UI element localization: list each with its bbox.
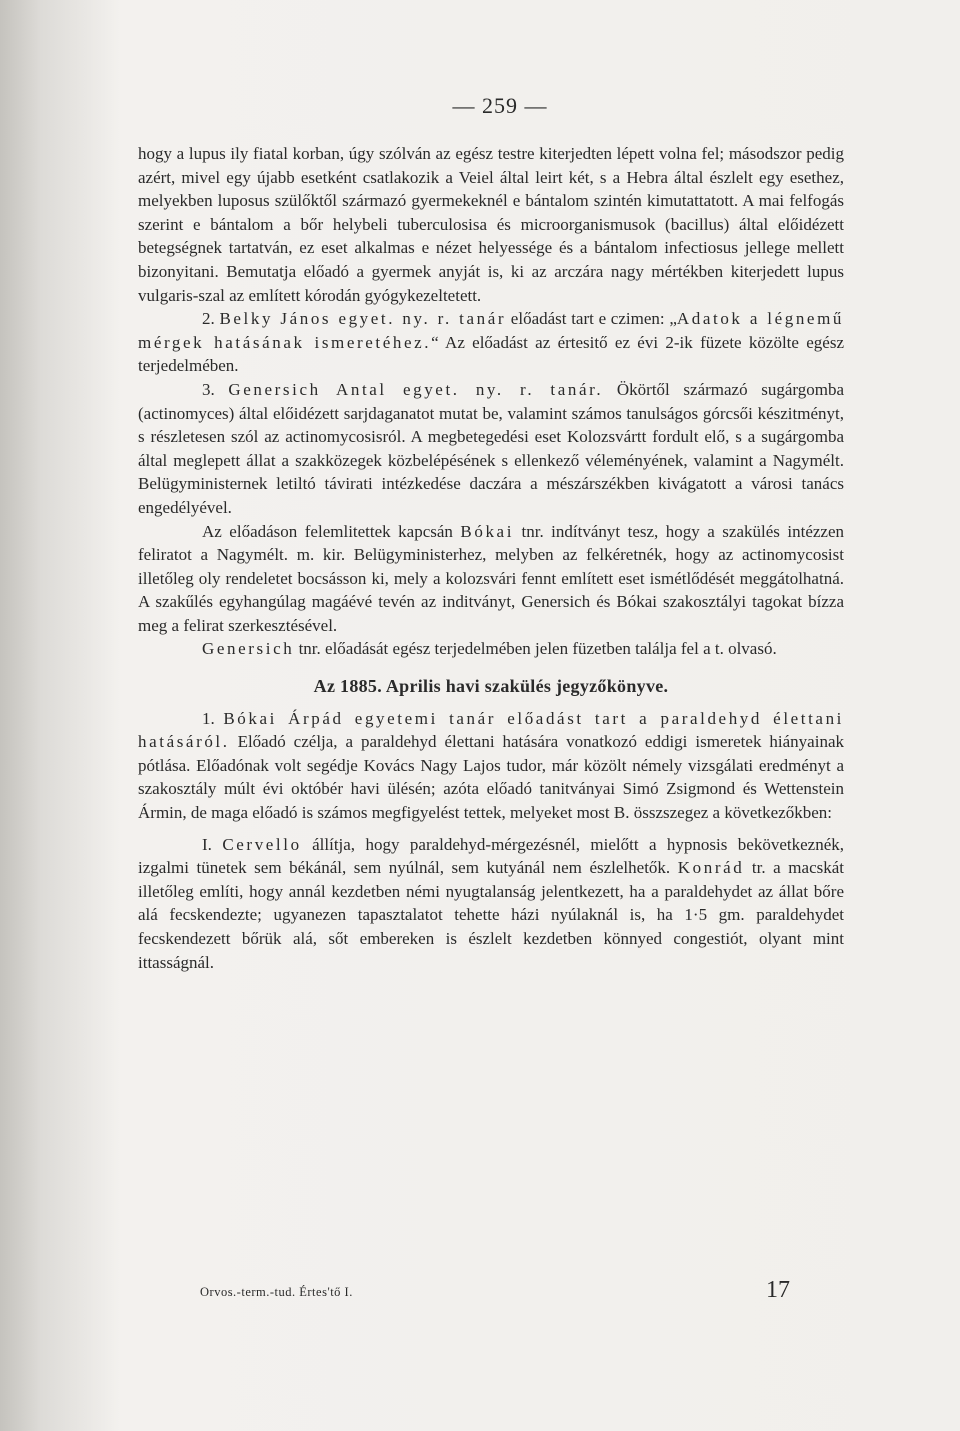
paragraph-lupus: hogy a lupus ily fiatal korban, úgy szólván az egész testre kiterjedten lépett volna fel; másodszor pedig azért, mivel egy újabb esetként csatlakozik a Veiel által leirt két, s a Hebra által észlelt egy esethez, melyekben luposus szülőktől származó gyermekeknél e bántalom szintén kimutattatott. A mai felfogás szerint e bántalom a bőr helybeli tuberculosisa és microorganismusok (bacillus) által előidézett betegségnek tartatván, ez eset alkalmas e nézet helyessége és a bántalom infectiosus jellege mellett bizonyitani. Bemutatja előadó a gyermek anyját is, ki az arczára nagy mértékben kiterjedett lupus vulgaris-szal az említett kórodán gyógykezeltetett.	[138, 144, 844, 305]
item-number: I.	[202, 834, 212, 854]
section-title: Az 1885. Aprilis havi szakülés jegyzőkönyve.	[313, 676, 669, 697]
speaker-name: Genersich Antal egyet. ny. r. tanár.	[228, 379, 604, 399]
lecture-title: Adatok a légnemű mérgek hatásának ismeretéhez.	[138, 309, 845, 352]
person-name: Konrád	[677, 858, 745, 878]
paragraph-item-3	[138, 378, 844, 520]
page-footer	[200, 1268, 790, 1304]
paragraph-text: tnr. előadását egész terjedelmében jelen füzetben találja fel a t. olvasó.	[294, 639, 777, 659]
item-number: 2.	[202, 309, 215, 329]
scan-shadow	[0, 0, 120, 1431]
paragraph-text: tnr. indítványt tesz, hogy a szakülés intézzen feliratot a Nagymélt. m. kir. Belügyministerhez, melyben az felkéretnék, hogy az actinomycosist illetőleg oly rendeletet bocsásson ki, mely a kolozsvári fennt említett eset ismétlődését meggátolhatná. A szakűlés egyhangúlag magáévé tevén az inditványt, Genersich és Bókai szakosztályi tagokat bízza meg a felirat szerkesztésével.	[138, 521, 844, 635]
page-number: — 259 —	[452, 93, 548, 118]
paragraph-item-2	[138, 307, 844, 378]
item-number: 1.	[202, 708, 215, 728]
paragraph-item-1	[138, 707, 844, 825]
item-text: előadást tart e czimen: „	[506, 309, 677, 329]
paragraph-item-roman-1	[138, 833, 844, 975]
source-note: Orvos.-term.-tud. Értes'tő I.	[200, 1285, 353, 1299]
paragraph-reader-note	[138, 637, 844, 661]
signature-mark: 17	[766, 1277, 790, 1303]
paragraph-text: Az előadáson felemlitettek kapcsán	[202, 521, 461, 541]
item-text: “ Az előadást az értesitő ez évi 2-ik füzete közölte egész terjedelmében.	[138, 332, 844, 376]
person-name: Cervello	[222, 834, 302, 854]
item-text: Előadó czélja, a paraldehyd élettani hatására vonatkozó eddigi ismeretek hiányainak pótlása. Előadónak volt segédje Kovács Nagy Lajos tudor, már közölt némely vizsgálati eredményt a szakosztály múlt évi októbér havi ülésén; azóta előadó tanitványai Simó Zsigmond és Wettenstein Ármin, de maga előadó is számos megfigyelést tettek, melyeket most B. összszegez a következőkben:	[138, 732, 844, 823]
item-number: 3.	[202, 379, 215, 399]
page-body	[138, 142, 844, 974]
paragraph-motion	[138, 520, 844, 638]
speaker-name: Belky János egyet. ny. r. tanár	[219, 309, 507, 329]
item-text: Ökörtől származó sugárgomba (actinomyces) által előidézett sarjdaganatot mutat be, valamint számos tanulságos górcsői készitményt, s részletesen szól az actinomycosisról. A megbetegedési eset Kolozsvártt fordult elő, s a sugárgomba által meglepett állat a szakközegek közbelépésének s ellenkező véleményének, valamint a Nagymélt. Belügyministernek letiltó távirati intézkedése daczára a mészárszékben kivágatott a városi tanács engedélyével.	[138, 379, 844, 517]
item-text: állítja, hogy paraldehyd-mérgezésnél, mielőtt a hypnosis bekövetkeznék, izgalmi tünetek sem békánál, sem nyúlnál, sem kutyánál nem észlelhetők.	[138, 834, 844, 878]
lecture-heading: Bókai Árpád egyetemi tanár előadást tart a paraldehyd élettani hatásáról.	[138, 708, 844, 752]
item-text: tr. a macskát illetőleg említi, hogy annál kezdetben némi nyugtalanság jelentkezett, ha a paraldehydet az állat bőre alá fecskendezte; ugyanezen tapasztalatot tehette házi nyúlaknál is, ha 1·5 gm. paraldehydet fecskendezett bőrük alá, sőt embereken is észlelt kezdetben könnyed congestiót, olyant mint ittasságnál.	[138, 858, 844, 972]
person-name: Bókai	[460, 521, 515, 541]
person-name: Genersich	[202, 639, 295, 659]
